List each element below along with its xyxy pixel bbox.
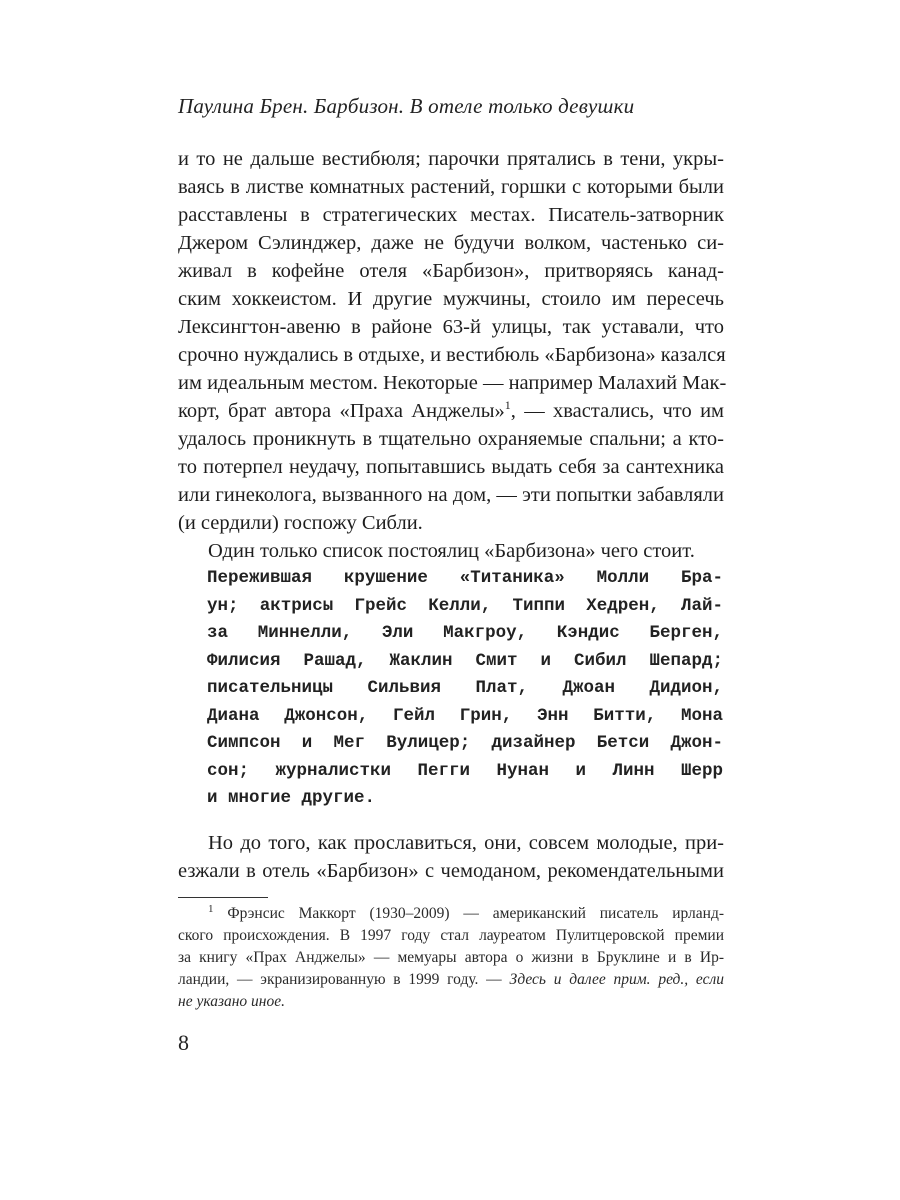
- text-line: и то не дальше вестибюля; парочки прятались в тени, укры-: [178, 148, 724, 170]
- quote-line: Диана Джонсон, Гейл Грин, Энн Битти, Мона: [207, 705, 723, 726]
- text-line: езжали в отель «Барбизон» с чемоданом, рекомендательными: [178, 860, 724, 882]
- text-line-with-footnote: [178, 397, 724, 425]
- footnote-line: [178, 969, 724, 991]
- text-line: им идеальным местом. Некоторые — например Малахий Мак-: [178, 372, 727, 394]
- footnote-line: [178, 991, 724, 1013]
- body-paragraph-2: Один только список постоялиц «Барбизона» чего стоит.: [208, 540, 695, 562]
- text-fragment: корт, брат автора «Праха Анджелы»: [178, 400, 505, 422]
- quote-line: и многие другие.: [207, 788, 376, 808]
- editor-note: Здесь и далее прим. ред., если: [509, 971, 724, 988]
- text-line: или гинеколога, вызванного на дом, — эти попытки забавляли: [178, 484, 724, 506]
- footnote: [178, 903, 724, 1013]
- editor-note: не указано иное.: [178, 993, 285, 1010]
- quote-line: за Миннелли, Эли Макгроу, Кэндис Берген,: [207, 623, 723, 643]
- text-line: Лексингтон-авеню в районе 63-й улицы, так уставали, что: [178, 316, 724, 338]
- quote-line: сон; журналистки Пегги Нунан и Линн Шерр: [207, 760, 723, 781]
- quote-line: ун; актрисы Грейс Келли, Типпи Хедрен, Лай-: [207, 595, 723, 616]
- footnote-line: [178, 903, 724, 925]
- quote-line: Симпсон и Мег Вулицер; дизайнер Бетси Джон-: [207, 733, 723, 753]
- quote-line: Филисия Рашад, Жаклин Смит и Сибил Шепард;: [207, 650, 723, 671]
- footnote-reference[interactable]: 1: [504, 398, 511, 413]
- text-line: срочно нуждались в отдыхе, и вестибюль «Барбизона» казался: [178, 344, 726, 366]
- footnote-line: за книгу «Прах Анджелы» — мемуары автора о жизни в Бруклине и в Ир-: [178, 949, 724, 966]
- text-line: удалось проникнуть в тщательно охраняемые спальни; а кто-: [178, 428, 724, 450]
- text-line: Джером Сэлинджер, даже не будучи волком, частенько си-: [178, 232, 724, 254]
- text-fragment: , — хвастались, что им: [510, 400, 725, 422]
- text-line: ваясь в листве комнатных растений, горшки с которыми были: [178, 176, 724, 198]
- text-line: (и сердили) госпожу Сибли.: [178, 512, 423, 534]
- footnote-line: ского происхождения. В 1997 году стал лауреатом Пулитцеровской премии: [178, 927, 724, 944]
- text-line: расставлены в стратегических местах. Писатель-затворник: [178, 204, 724, 226]
- body-paragraph-3: [178, 829, 724, 885]
- text-line: ским хоккеистом. И другие мужчины, стоило им пересечь: [178, 288, 724, 310]
- page-number: 8: [178, 1030, 189, 1055]
- quote-line: писательницы Сильвия Плат, Джоан Дидион,: [207, 678, 723, 698]
- body-paragraph-1: [178, 145, 727, 565]
- text-line: Но до того, как прославиться, они, совсем молодые, при-: [208, 832, 724, 854]
- quote-line: Пережившая крушение «Титаника» Молли Бра-: [207, 568, 723, 588]
- footnote-divider: [178, 897, 268, 898]
- running-header: Паулина Брен. Барбизон. В отеле только девушки: [178, 94, 635, 118]
- text-line: то потерпел неудачу, попытавшись выдать себя за сантехника: [178, 456, 724, 478]
- footnote-marker: 1: [208, 902, 214, 915]
- text-fragment: ландии, — экранизированную в 1999 году. —: [178, 971, 510, 988]
- text-line: живал в кофейне отеля «Барбизон», притворяясь канад-: [178, 260, 724, 282]
- text-fragment: Фрэнсис Маккорт (1930–2009) — американский писатель ирланд-: [227, 905, 725, 922]
- typewriter-quote-block: [207, 565, 723, 813]
